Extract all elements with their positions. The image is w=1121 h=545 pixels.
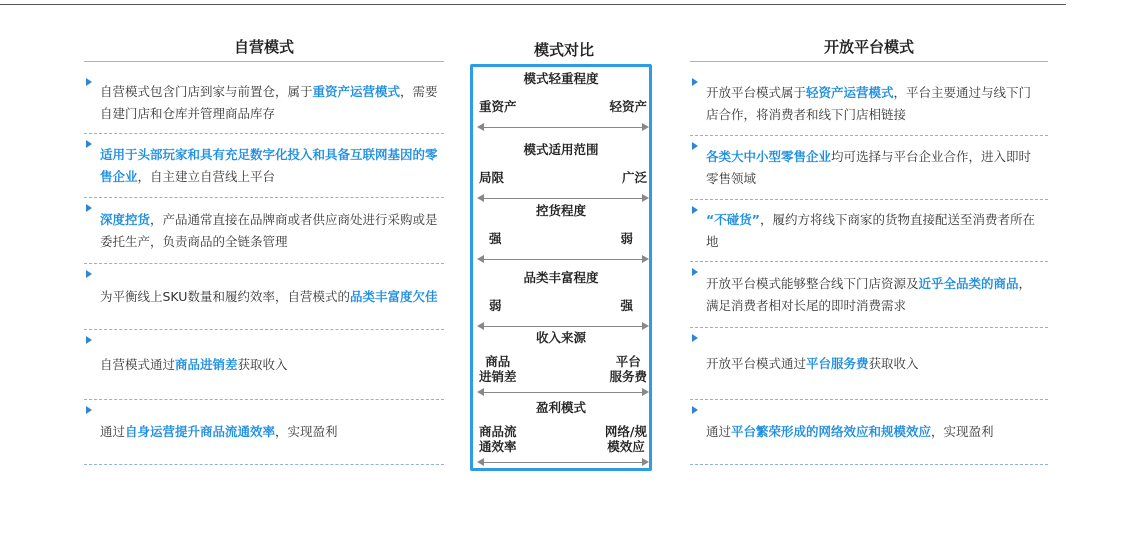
highlight-text: 各类大中小型零售企业 [706, 148, 832, 164]
body-text: 开放平台模式能够整合线下门店资源及 [706, 275, 919, 291]
open-platform-item-text [706, 273, 1048, 317]
self-operated-item-text [100, 144, 444, 188]
bullet-triangle-icon [86, 204, 92, 212]
highlight-text: 深度控货 [100, 211, 151, 227]
body-text: 开放平台模式属于 [706, 84, 807, 100]
comparison-left-label: 重资产 [479, 99, 517, 114]
comparison-right-label: 轻资产 [609, 99, 647, 114]
double-arrow-icon [479, 462, 647, 463]
comparison-title: 模式对比 [533, 41, 594, 59]
bullet-triangle-icon [692, 78, 698, 86]
highlight-text: 自身运营提升商品流通效率 [125, 424, 276, 439]
self-operated-column [84, 34, 444, 439]
comparison-right-label: 平台 服务费 [609, 354, 647, 384]
comparison-left-label: 弱 [489, 298, 502, 313]
comparison-left-label: 强 [489, 231, 502, 246]
highlight-text: 近乎全品类的商品 [918, 275, 1019, 291]
comparison-section [473, 328, 649, 398]
comparison-section-title: 收入来源 [535, 330, 586, 345]
bullet-triangle-icon [692, 268, 698, 276]
bullet-triangle-icon [692, 142, 698, 150]
open-platform-item [690, 328, 1048, 400]
body-text: 自营模式包含门店到家与前置仓，属于 [100, 83, 313, 99]
body-text: ，履约方将线下商家的货物直接配送至消费者所在地 [706, 211, 1035, 249]
body-text: 通过 [706, 424, 732, 439]
bullet-triangle-icon [692, 334, 698, 342]
comparison-section-title: 模式轻重程度 [523, 71, 599, 86]
open-platform-item [690, 262, 1048, 328]
comparison-section-title: 盈利模式 [535, 400, 586, 415]
self-operated-item [84, 198, 444, 264]
self-operated-item [84, 134, 444, 198]
comparison-left-label: 商品流 通效率 [479, 424, 517, 454]
self-operated-item-text [100, 209, 444, 253]
open-platform-item [690, 136, 1048, 200]
bullet-triangle-icon [86, 78, 92, 86]
body-text: ，平台主要通过与线下门店合作，将消费者和线下门店相链接 [706, 84, 1032, 122]
highlight-text: “不碰货” [706, 211, 760, 227]
open-platform-column [690, 34, 1048, 439]
comparison-left-label: 局限 [479, 170, 505, 185]
comparison-right-label: 强 [620, 298, 633, 313]
highlight-text: 重资产运营模式 [312, 83, 401, 99]
open-platform-item-text [706, 421, 1000, 443]
body-text: ，实现盈利 [931, 424, 994, 439]
body-text: ，自主建立自营线上平台 [137, 168, 276, 184]
open-platform-item-text [706, 209, 1048, 253]
highlight-text: 轻资产运营模式 [806, 84, 894, 100]
comparison-section [473, 69, 649, 139]
self-operated-item-text [100, 421, 344, 443]
self-operated-item-text [100, 81, 444, 125]
body-text: 均可选择与平台企业合作，进入即时零售领域 [706, 148, 1032, 186]
double-arrow-icon [479, 392, 647, 393]
body-text: ，满足消费者相对长尾的即时消费需求 [706, 275, 1032, 313]
open-platform-item-text [706, 82, 1048, 126]
comparison-left-label: 商品 进销差 [479, 354, 517, 384]
bullet-triangle-icon [86, 270, 92, 278]
comparison-section [473, 201, 649, 271]
comparison-section [473, 140, 649, 210]
comparison-right-label: 网络/规 模效应 [604, 424, 647, 454]
open-platform-item [690, 400, 1048, 465]
self-operated-item [84, 400, 444, 465]
highlight-text: 品类丰富度欠佳 [349, 288, 438, 304]
open-platform-item [690, 200, 1048, 262]
comparison-section-title: 控货程度 [535, 203, 586, 218]
body-text: ，实现盈利 [275, 424, 338, 439]
double-arrow-icon [479, 259, 647, 260]
body-text: 自营模式通过 [100, 356, 176, 372]
open-platform-item-text [706, 353, 925, 375]
self-operated-item-text [100, 354, 294, 376]
top-rule [0, 4, 1066, 5]
body-text: 通过 [100, 424, 126, 439]
body-text: 为平衡线上SKU数量和履约效率，自营模式的 [100, 288, 350, 304]
open-platform-item [690, 72, 1048, 136]
self-operated-item-text [100, 286, 443, 308]
highlight-text: 适用于头部玩家和具有充足数字化投入和具备互联网基因的零售企业 [100, 146, 438, 184]
body-text: 获取收入 [868, 355, 919, 371]
body-text: 获取收入 [237, 356, 288, 372]
comparison-section-title: 模式适用范围 [523, 142, 599, 157]
comparison-right-label: 弱 [620, 231, 633, 246]
highlight-text: 平台繁荣形成的网络效应和规模效应 [731, 424, 932, 439]
comparison-panel [470, 64, 652, 471]
bullet-triangle-icon [692, 406, 698, 414]
body-text: ，产品通常直接在品牌商或者供应商处进行采购或是委托生产，负责商品的全链条管理 [100, 211, 438, 249]
body-text: 开放平台模式通过 [706, 355, 807, 371]
bullet-triangle-icon [86, 140, 92, 148]
comparison-right-label: 广泛 [621, 170, 647, 185]
bullet-triangle-icon [86, 336, 92, 344]
body-text: ，需要自建门店和仓库并管理商品库存 [100, 83, 438, 121]
comparison-section [473, 398, 649, 468]
open-platform-item-text [706, 146, 1048, 190]
bullet-triangle-icon [86, 406, 92, 414]
double-arrow-icon [479, 326, 647, 327]
self-operated-title: 自营模式 [84, 34, 444, 62]
double-arrow-icon [479, 127, 647, 128]
comparison-section-title: 品类丰富程度 [523, 270, 599, 285]
highlight-text: 商品进销差 [175, 356, 238, 372]
self-operated-item [84, 330, 444, 400]
open-platform-title: 开放平台模式 [690, 34, 1048, 62]
self-operated-item [84, 72, 444, 134]
bullet-triangle-icon [692, 206, 698, 214]
self-operated-item [84, 264, 444, 330]
highlight-text: 平台服务费 [806, 355, 869, 371]
double-arrow-icon [479, 198, 647, 199]
